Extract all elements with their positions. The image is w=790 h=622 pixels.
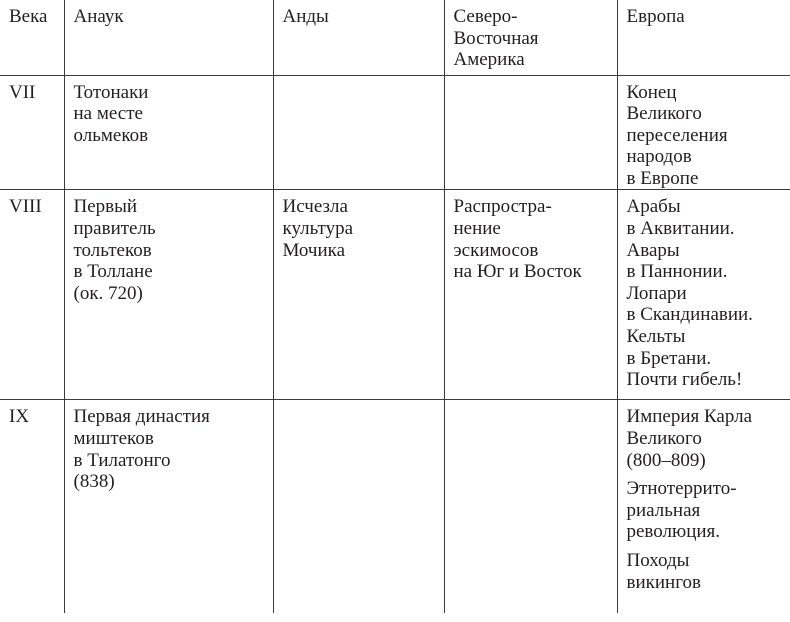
ne-america-cell	[444, 400, 617, 613]
table-row	[0, 190, 790, 400]
ne-america-cell	[444, 75, 617, 190]
header-cell-century: Века	[0, 0, 64, 75]
anauk-cell: Первая династия миштеков в Тилатонго (838)	[64, 400, 273, 613]
header-row	[0, 0, 790, 75]
anauk-cell: Первый правитель тольтеков в Толлане (ок. 720)	[64, 190, 273, 400]
anauk-cell: Тотонаки на месте ольмеков	[64, 75, 273, 190]
header-cell-andes: Анды	[273, 0, 444, 75]
header-cell-europe: Европа	[617, 0, 790, 75]
century-cell: VIII	[0, 190, 64, 400]
europe-cell: Конец Великого переселения народов в Европе	[617, 75, 790, 190]
ne-america-cell: Распростра- нение эскимосов на Юг и Восток	[444, 190, 617, 400]
header-cell-anauk: Анаук	[64, 0, 273, 75]
europe-paragraph: Империя Карла Великого (800–809)	[626, 406, 753, 471]
europe-paragraph: Походы викингов	[626, 550, 701, 593]
table-row	[0, 75, 790, 190]
century-cell: VII	[0, 75, 64, 190]
andes-cell: Исчезла культура Мочика	[273, 190, 444, 400]
andes-cell	[273, 75, 444, 190]
century-cell: IX	[0, 400, 64, 613]
europe-paragraph: Этнотеррито- риальная революция.	[626, 478, 737, 543]
europe-cell: Арабы в Аквитании. Авары в Паннонии. Лопари в Скандинавии. Кельты в Бретани. Почти гибель!	[617, 190, 790, 400]
andes-cell	[273, 400, 444, 613]
header-cell-ne-america: Северо- Восточная Америка	[444, 0, 617, 75]
europe-cell	[617, 400, 790, 613]
table-row	[0, 400, 790, 613]
